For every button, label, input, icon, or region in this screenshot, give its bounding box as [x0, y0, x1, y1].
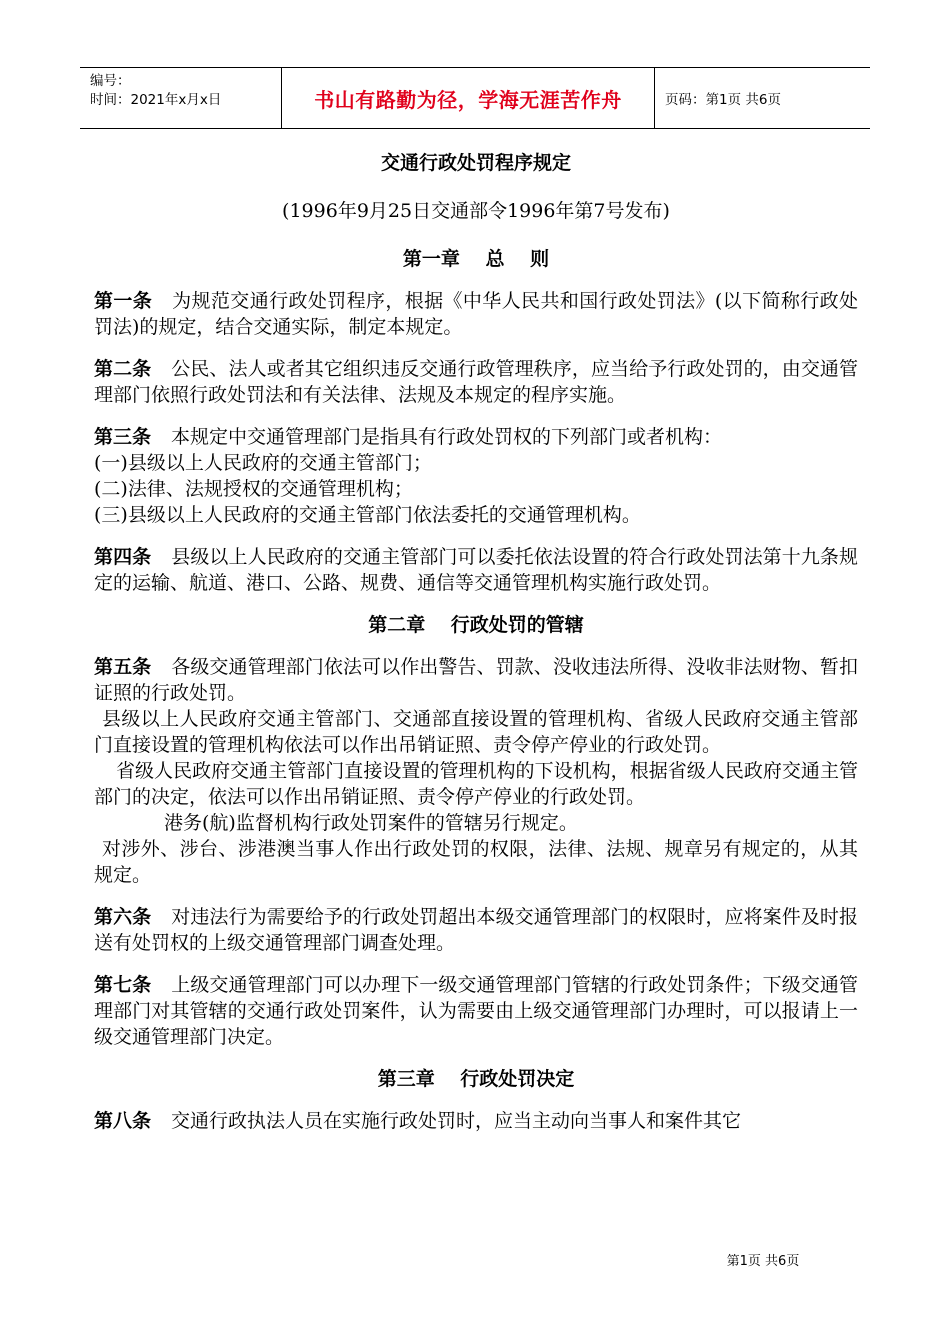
article-text: 公民、法人或者其它组织违反交通行政管理秩序，应当给予行政处罚的，由交通管理部门依照行政处罚法和有关法律、法规及本规定的程序实施。 — [94, 358, 858, 406]
header-page-label: 页码：第1页 共6页 — [665, 92, 781, 108]
article-2 — [94, 356, 858, 408]
article-number: 第三条 — [94, 426, 152, 448]
document-title: 交通行政处罚程序规定 — [380, 152, 571, 174]
chapter-heading-1: 第一章 总 则 — [402, 248, 550, 270]
article-text: 交通行政执法人员在实施行政处罚时，应当主动向当事人和案件其它 — [171, 1110, 742, 1132]
page-footer — [0, 1250, 950, 1269]
chapter-heading-2: 第二章 行政处罚的管辖 — [368, 614, 584, 636]
document-subtitle: (1996年9月25日交通部令1996年第7号发布) — [282, 200, 670, 222]
header-meta — [80, 68, 281, 128]
serial-label: 编号： — [90, 73, 131, 89]
document-body — [94, 150, 858, 1150]
chapter-heading-3: 第三章 行政处罚决定 — [377, 1068, 575, 1090]
article-3 — [94, 424, 858, 528]
header-motto: 书山有路勤为径，学海无涯苦作舟 — [281, 68, 655, 128]
paragraph: 对涉外、涉台、涉港澳当事人作出行政处罚的权限，法律、法规、规章另有规定的，从其规定。 — [94, 838, 858, 886]
paragraph: 省级人民政府交通主管部门直接设置的管理机构的下设机构，根据省级人民政府交通主管部门的决定，依法可以作出吊销证照、责令停产停业的行政处罚。 — [94, 760, 858, 808]
article-number: 第一条 — [94, 290, 153, 312]
article-text: 县级以上人民政府的交通主管部门可以委托依法设置的符合行政处罚法第十九条规定的运输、航道、港口、公路、规费、通信等交通管理机构实施行政处罚。 — [94, 546, 858, 594]
article-7 — [94, 972, 858, 1050]
article-number: 第八条 — [94, 1110, 152, 1132]
article-number: 第五条 — [94, 656, 152, 678]
article-text: 为规范交通行政处罚程序，根据《中华人民共和国行政处罚法》(以下简称行政处罚法)的规定，结合交通实际，制定本规定。 — [94, 290, 858, 338]
paragraph: 港务(航)监督机构行政处罚案件的管辖另行规定。 — [164, 812, 578, 834]
article-number: 第六条 — [94, 906, 152, 928]
article-4 — [94, 544, 858, 596]
article-number: 第二条 — [94, 358, 152, 380]
article-6 — [94, 904, 858, 956]
paragraph: 县级以上人民政府交通主管部门、交通部直接设置的管理机构、省级人民政府交通主管部门直接设置的管理机构依法可以作出吊销证照、责令停产停业的行政处罚。 — [94, 708, 858, 756]
article-text: 本规定中交通管理部门是指具有行政处罚权的下列部门或者机构： — [171, 426, 723, 448]
article-number: 第七条 — [94, 974, 152, 996]
list-item: (二)法律、法规授权的交通管理机构； — [94, 478, 413, 500]
article-text: 对违法行为需要给予的行政处罚超出本级交通管理部门的权限时，应将案件及时报送有处罚权的上级交通管理部门调查处理。 — [94, 906, 858, 954]
article-5 — [94, 654, 858, 888]
article-number: 第四条 — [94, 546, 152, 568]
list-item: (一)县级以上人民政府的交通主管部门； — [94, 452, 432, 474]
footer-page-number: 第1页 共6页 — [726, 1254, 800, 1269]
page-header — [80, 67, 870, 129]
article-text: 上级交通管理部门可以办理下一级交通管理部门管辖的行政处罚条件；下级交通管理部门对其管辖的交通行政处罚案件，认为需要由上级交通管理部门办理时，可以报请上一级交通管理部门决定。 — [94, 974, 858, 1048]
article-8 — [94, 1108, 858, 1134]
article-1 — [94, 288, 858, 340]
time-label: 时间：2021年x月x日 — [90, 92, 222, 108]
article-text: 各级交通管理部门依法可以作出警告、罚款、没收违法所得、没收非法财物、暂扣证照的行政处罚。 — [94, 656, 858, 704]
list-item: (三)县级以上人民政府的交通主管部门依法委托的交通管理机构。 — [94, 504, 641, 526]
